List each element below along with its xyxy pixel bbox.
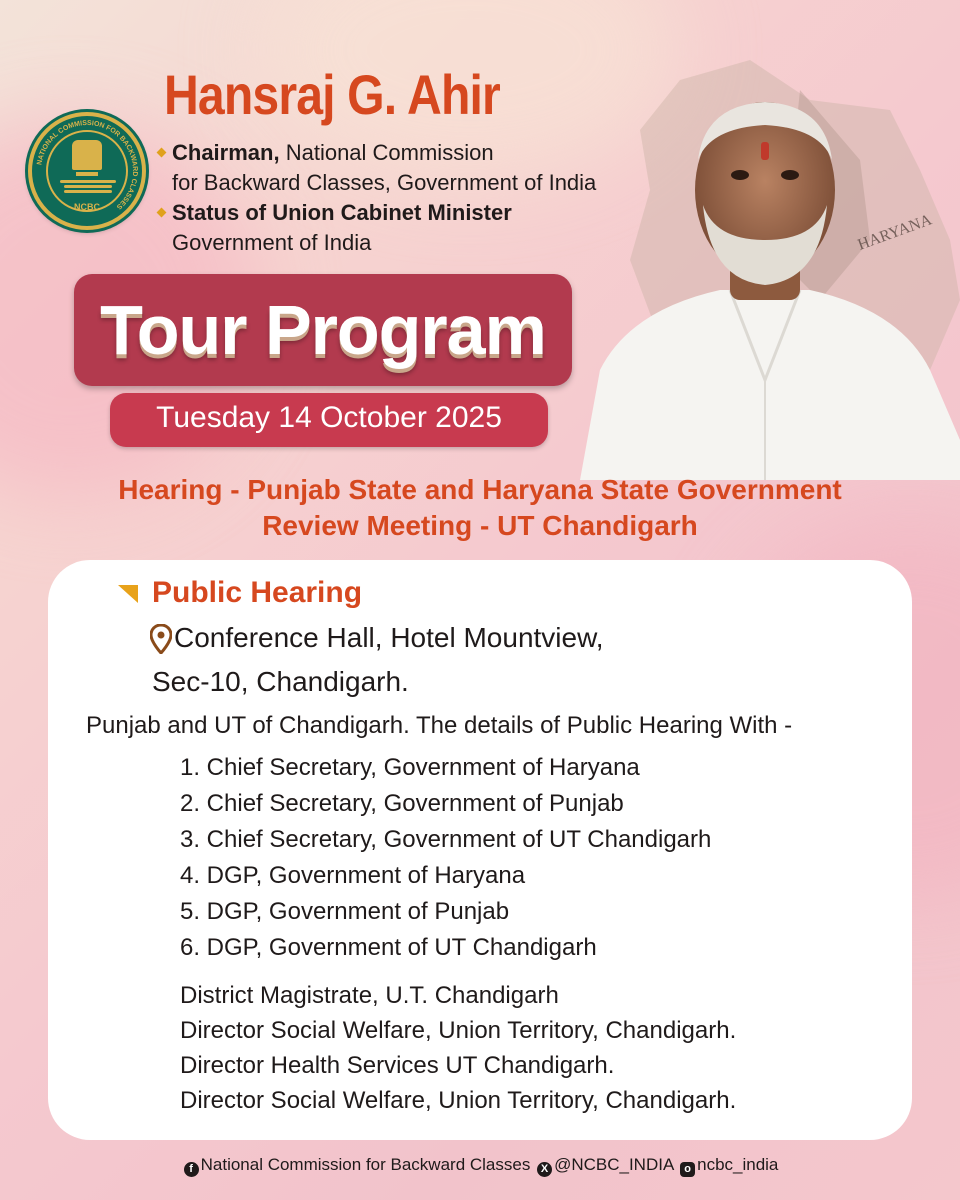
list-item: Director Social Welfare, Union Territory, Chandigarh. bbox=[180, 1017, 737, 1044]
list-item: 2. Chief Secretary, Government of Punjab bbox=[180, 790, 624, 817]
list-item: District Magistrate, U.T. Chandigarh bbox=[180, 982, 559, 1009]
logo-abbr: NCBC bbox=[74, 202, 100, 212]
list-item: 4. DGP, Government of Haryana bbox=[180, 862, 526, 889]
participant-list bbox=[180, 750, 711, 966]
ncbc-logo bbox=[28, 112, 146, 230]
tour-program-title: Tour Program bbox=[74, 290, 572, 370]
list-item: Director Health Services UT Chandigarh. bbox=[180, 1052, 615, 1079]
facebook-handle[interactable]: National Commission for Backward Classes bbox=[200, 1155, 531, 1174]
instagram-icon: o bbox=[680, 1162, 695, 1177]
section-marker-icon bbox=[118, 585, 138, 603]
hearing-intro: Punjab and UT of Chandigarh. The details of Public Hearing With - bbox=[86, 712, 793, 739]
role-chairman-line2: for Backward Classes, Government of India bbox=[172, 170, 597, 195]
headline-line2: Review Meeting - UT Chandigarh bbox=[262, 510, 698, 541]
list-item: 1. Chief Secretary, Government of Haryana bbox=[180, 754, 640, 781]
ashoka-emblem-icon bbox=[72, 140, 102, 170]
tour-date: Tuesday 14 October 2025 bbox=[156, 401, 502, 434]
role-minister bbox=[172, 198, 512, 258]
headline-line1: Hearing - Punjab State and Haryana State Government bbox=[118, 474, 842, 505]
logo-ring-text: NATIONAL COMMISSION FOR BACKWARD CLASSES bbox=[36, 119, 139, 211]
facebook-icon: f bbox=[184, 1162, 199, 1177]
social-footer bbox=[0, 1155, 960, 1177]
person-name: Hansraj G. Ahir bbox=[164, 63, 500, 126]
instagram-handle[interactable]: ncbc_india bbox=[697, 1155, 779, 1174]
details-card bbox=[48, 560, 912, 1140]
venue-line2: Sec-10, Chandigarh. bbox=[152, 666, 409, 697]
list-item: 5. DGP, Government of Punjab bbox=[180, 898, 510, 925]
list-item: Director Social Welfare, Union Territory, Chandigarh. bbox=[180, 1087, 737, 1114]
x-icon: X bbox=[537, 1162, 552, 1177]
section-title: Public Hearing bbox=[152, 576, 363, 609]
tour-program-banner bbox=[74, 274, 572, 386]
logo-tagline bbox=[58, 178, 118, 196]
role-chairman bbox=[172, 138, 596, 198]
additional-officials-list bbox=[180, 978, 736, 1118]
list-item: 6. DGP, Government of UT Chandigarh bbox=[180, 934, 597, 961]
date-banner bbox=[110, 393, 548, 447]
portrait-photo bbox=[570, 80, 960, 480]
role-minister-bold: Status of Union Cabinet Minister bbox=[172, 200, 512, 225]
venue-line1: Conference Hall, Hotel Mountview, bbox=[174, 622, 604, 653]
role-chairman-bold: Chairman, bbox=[172, 140, 280, 165]
x-handle[interactable]: @NCBC_INDIA bbox=[554, 1155, 674, 1174]
role-minister-line2: Government of India bbox=[172, 230, 372, 255]
map-label: HARYANA bbox=[855, 211, 935, 254]
location-pin-icon bbox=[150, 624, 172, 654]
list-item: 3. Chief Secretary, Government of UT Chandigarh bbox=[180, 826, 712, 853]
role-chairman-rest: National Commission bbox=[279, 140, 494, 165]
